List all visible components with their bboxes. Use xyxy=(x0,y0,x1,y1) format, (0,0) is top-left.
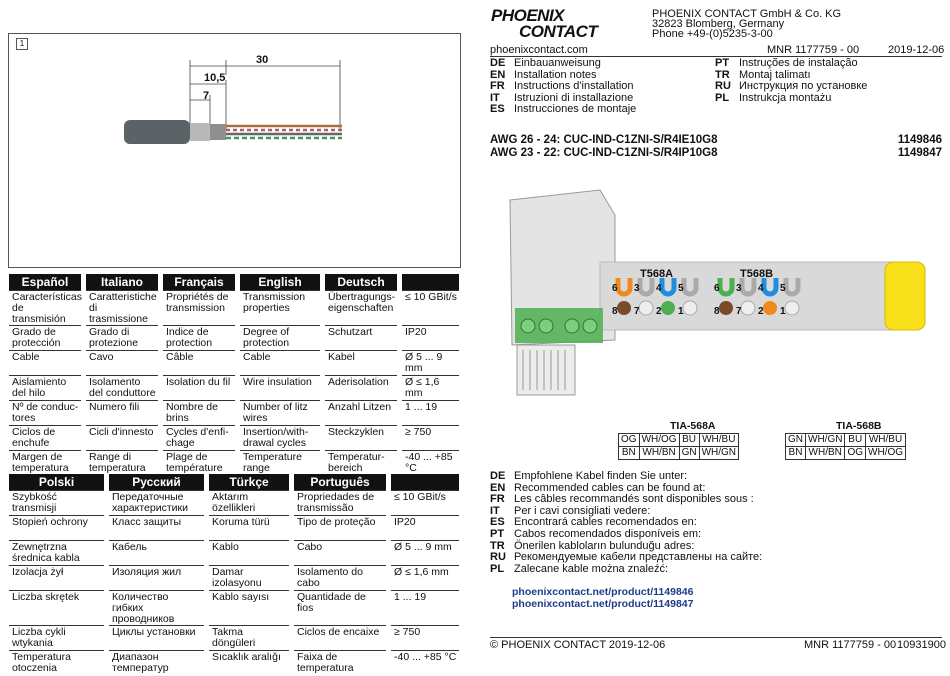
t568b-label: T568B xyxy=(740,268,774,280)
language-code: PL xyxy=(490,562,505,575)
language-code: PT xyxy=(715,57,730,69)
table-row xyxy=(9,541,459,566)
language-code: RU xyxy=(715,80,731,93)
t568a-label: T568A xyxy=(640,268,674,280)
spec-table-1 xyxy=(9,274,459,476)
table-row xyxy=(9,516,459,541)
language-title: Installation notes xyxy=(514,68,597,81)
language-code: IT xyxy=(490,504,500,517)
table-cell: Aislamiento del hilo xyxy=(9,376,81,401)
wire-color-cell: BN xyxy=(786,447,806,460)
table-cell: Количество гибких проводников xyxy=(109,591,204,626)
table-cell: Kablo xyxy=(209,541,289,566)
table-cell: Izolacja żył xyxy=(9,566,104,591)
table-row xyxy=(9,651,459,676)
table-cell: Ciclos de encaixe xyxy=(294,626,386,651)
table-cell: IP20 xyxy=(391,516,459,541)
pin-number: 3 xyxy=(634,283,640,294)
tia568b-title: TIA-568B xyxy=(836,420,882,432)
logo-line-2: CONTACT xyxy=(519,22,598,41)
language-title: Инструкция по установке xyxy=(739,80,868,93)
table-cell: Isolamento del conduttore xyxy=(86,376,158,401)
pin-numbers-a xyxy=(612,283,700,317)
table-row xyxy=(619,434,739,447)
table-cell: Cycles d'enfi-chage xyxy=(163,426,235,451)
table-cell: ≤ 10 GBit/s xyxy=(391,491,459,516)
dim-mid-label: 10,5 xyxy=(204,72,226,84)
header-mnr: MNR 1177759 - 00 xyxy=(767,44,860,56)
table-cell: Grado di protezione xyxy=(86,326,158,351)
table-cell: Класс защиты xyxy=(109,516,204,541)
pin-number: 2 xyxy=(656,306,662,317)
wire-color-cell: GN xyxy=(679,447,699,460)
table-cell: Ø 5 ... 9 mm xyxy=(391,541,459,566)
table-cell: 1 ... 19 xyxy=(391,591,459,626)
table-cell: Liczba skrętek xyxy=(9,591,104,626)
table-cell: Temperature range xyxy=(240,451,320,476)
note-text: Recommended cables can be found at: xyxy=(514,481,706,494)
pin-number: 7 xyxy=(634,306,640,317)
footer-docnum: 10931900 xyxy=(897,639,946,651)
table-cell: Aderisolation xyxy=(325,376,397,401)
table-cell: Margen de temperatura xyxy=(9,451,81,476)
table-row xyxy=(9,426,459,451)
table-cell: Cicli d'innesto xyxy=(86,426,158,451)
table-cell: Características de transmisión xyxy=(9,291,81,326)
table-cell: Tipo de proteção xyxy=(294,516,386,541)
wire-color-cell: OG xyxy=(845,447,866,460)
table-cell: 1 ... 19 xyxy=(402,401,459,426)
wire-color-cell: GN xyxy=(786,434,806,447)
table-cell: Nombre de brins xyxy=(163,401,235,426)
table-row xyxy=(9,566,459,591)
table-cell: Isolation du fil xyxy=(163,376,235,401)
note-text: Les câbles recommandés sont disponibles sous : xyxy=(514,493,754,506)
language-code: FR xyxy=(490,493,505,506)
table-cell: Range di temperatura xyxy=(86,451,158,476)
table-cell: Indice de protection xyxy=(163,326,235,351)
pin-number: 4 xyxy=(656,283,662,294)
product-links xyxy=(512,586,693,610)
website: phoenixcontact.com xyxy=(490,44,588,56)
pin-number: 2 xyxy=(758,306,764,317)
table-cell: Ciclos de enchufe xyxy=(9,426,81,451)
language-header: Deutsch xyxy=(325,274,397,291)
tia568a-table xyxy=(618,433,739,460)
language-item xyxy=(715,93,867,105)
language-code: TR xyxy=(490,539,505,552)
language-code: PT xyxy=(490,527,505,540)
table-cell: Ø ≤ 1,6 mm xyxy=(391,566,459,591)
pin-number: 6 xyxy=(612,283,618,294)
table-cell: Szybkość transmisji xyxy=(9,491,104,516)
table-cell: IP20 xyxy=(402,326,459,351)
pin-number: 1 xyxy=(678,306,684,317)
wire-color-cell: WH/BN xyxy=(639,447,679,460)
logo-line-1: PHOENIX xyxy=(491,6,565,25)
pin-number: 8 xyxy=(612,306,618,317)
table-cell: Ø 5 ... 9 mm xyxy=(402,351,459,376)
language-title: Montaj talimatı xyxy=(739,68,811,81)
table-cell: Steckzyklen xyxy=(325,426,397,451)
table-cell: Kabel xyxy=(325,351,397,376)
product-link[interactable]: phoenixcontact.net/product/1149846 xyxy=(512,586,694,598)
table-row xyxy=(786,434,906,447)
product-row xyxy=(490,147,942,160)
table-cell: Insertion/with-drawal cycles xyxy=(240,426,320,451)
table-cell: Cable xyxy=(240,351,320,376)
table-cell: Übertragungs-eigenschaften xyxy=(325,291,397,326)
table-cell: ≤ 10 GBit/s xyxy=(402,291,459,326)
note-text: Önerilen kabloların bulunduğu adres: xyxy=(514,539,695,552)
pin-number: 4 xyxy=(758,283,764,294)
language-code: DE xyxy=(490,470,506,482)
table-cell: Aktarım özellikleri xyxy=(209,491,289,516)
table-cell: Degree of protection xyxy=(240,326,320,351)
table-cell: Cable xyxy=(9,351,81,376)
table-row xyxy=(9,401,459,426)
language-code: IT xyxy=(490,91,500,104)
table-cell: Anzahl Litzen xyxy=(325,401,397,426)
product-number: 1149847 xyxy=(897,147,942,159)
spec-table-1-header xyxy=(9,274,459,291)
spec-table-2 xyxy=(9,474,459,676)
language-list-right xyxy=(715,58,867,104)
table-row xyxy=(9,626,459,651)
note-text: Empfohlene Kabel finden Sie unter: xyxy=(514,470,688,482)
product-list xyxy=(490,134,942,160)
table-cell: -40 ... +85 °C xyxy=(391,651,459,676)
table-cell: Кабель xyxy=(109,541,204,566)
table-cell: Циклы установки xyxy=(109,626,204,651)
table-cell: Caratteristiche di trasmissione xyxy=(86,291,158,326)
table-cell: Isolamento do cabo xyxy=(294,566,386,591)
table-row xyxy=(9,491,459,516)
table-cell: Sıcaklık aralığı xyxy=(209,651,289,676)
language-code: TR xyxy=(715,68,730,81)
language-title: Istruzioni di installazione xyxy=(514,91,634,104)
table-cell: ≥ 750 xyxy=(391,626,459,651)
table-cell: Faixa de temperatura xyxy=(294,651,386,676)
header-date: 2019-12-06 xyxy=(888,44,945,56)
dim-total-label: 30 xyxy=(256,54,269,66)
language-title: Instructions d'installation xyxy=(514,80,634,93)
note-text: Рекомендуемые кабели представлены на сайте: xyxy=(514,551,763,564)
wire-color-cell: WH/GN xyxy=(806,434,845,447)
wire-color-cell: OG xyxy=(619,434,640,447)
pin-number: 6 xyxy=(714,283,720,294)
note-text: Encontrará cables recomendados en: xyxy=(514,516,697,529)
language-title: Instrukcja montażu xyxy=(739,91,832,104)
table-cell: Number of litz wires xyxy=(240,401,320,426)
pin-number: 5 xyxy=(780,283,786,294)
footer-mnr: MNR 1177759 - 00 xyxy=(804,639,897,651)
pin-number: 8 xyxy=(714,306,720,317)
phoenix-contact-logo xyxy=(491,8,607,40)
wire-color-cell: BU xyxy=(679,434,699,447)
wire-color-cell: WH/OG xyxy=(639,434,679,447)
language-list-left xyxy=(490,58,636,116)
table-cell: Temperatura otoczenia xyxy=(9,651,104,676)
figure-number: 1 xyxy=(16,38,28,50)
footer-divider xyxy=(490,637,942,638)
language-title: Einbauanweisung xyxy=(514,57,601,69)
company-address: 32823 Blomberg, Germany xyxy=(652,18,785,30)
note-text: Per i cavi consigliati vedere: xyxy=(514,504,651,517)
company-name: PHOENIX CONTACT GmbH & Co. KG xyxy=(652,8,842,20)
language-header: Русский xyxy=(109,474,204,491)
table-cell: Quantidade de fios xyxy=(294,591,386,626)
table-cell: Передаточные характеристики xyxy=(109,491,204,516)
table-row xyxy=(9,591,459,626)
pin-number: 1 xyxy=(780,306,786,317)
table-cell: Propriétés de transmission xyxy=(163,291,235,326)
tia568b-table xyxy=(785,433,906,460)
table-cell: Grado de protección xyxy=(9,326,81,351)
table-cell: Ø ≤ 1,6 mm xyxy=(402,376,459,401)
language-code: ES xyxy=(490,103,505,116)
language-title: Instruções de instalação xyxy=(739,57,858,69)
table-row xyxy=(9,291,459,326)
table-cell: -40 ... +85 °C xyxy=(402,451,459,476)
wire-color-cell: WH/GN xyxy=(699,447,738,460)
table-cell: Câble xyxy=(163,351,235,376)
language-header: Polski xyxy=(9,474,104,491)
company-phone: Phone +49-(0)5235-3-00 xyxy=(652,28,773,40)
table-cell: Liczba cykli wtykania xyxy=(9,626,104,651)
product-link[interactable]: phoenixcontact.net/product/1149847 xyxy=(512,598,694,610)
language-header: English xyxy=(240,274,320,291)
language-code: EN xyxy=(490,68,506,81)
table-cell: Takma döngüleri xyxy=(209,626,289,651)
footer-copyright: © PHOENIX CONTACT 2019-12-06 xyxy=(490,639,666,651)
language-header: Português xyxy=(294,474,386,491)
value-header xyxy=(391,474,459,491)
note-text: Cabos recomendados disponíveis em: xyxy=(514,527,702,540)
table-cell: Stopień ochrony xyxy=(9,516,104,541)
language-header: Italiano xyxy=(86,274,158,291)
table-cell: Cavo xyxy=(86,351,158,376)
table-row xyxy=(619,447,739,460)
table-cell: Numero fili xyxy=(86,401,158,426)
cable-stripping-drawing xyxy=(110,50,370,170)
value-header xyxy=(402,274,459,291)
language-code: ES xyxy=(490,516,505,529)
table-row xyxy=(786,447,906,460)
table-row xyxy=(9,451,459,476)
table-cell: Propriedades de transmissão xyxy=(294,491,386,516)
table-cell: Изоляция жил xyxy=(109,566,204,591)
language-item xyxy=(490,104,636,116)
table-cell: Schutzart xyxy=(325,326,397,351)
wire-color-cell: WH/BU xyxy=(866,434,906,447)
language-code: EN xyxy=(490,481,506,494)
table-cell: Transmission properties xyxy=(240,291,320,326)
language-header: Español xyxy=(9,274,81,291)
wire-color-cell: BU xyxy=(845,434,866,447)
wire-color-cell: BN xyxy=(619,447,640,460)
product-name: AWG 23 - 22: CUC-IND-C1ZNI-S/R4IP10G8 xyxy=(490,147,718,159)
pin-number: 5 xyxy=(678,283,684,294)
language-code: PL xyxy=(715,91,730,104)
pin-number: 7 xyxy=(736,306,742,317)
dim-small-label: 7 xyxy=(203,90,210,102)
pin-number: 3 xyxy=(736,283,742,294)
language-header: Türkçe xyxy=(209,474,289,491)
product-number: 1149846 xyxy=(897,134,942,146)
table-cell: Damar izolasyonu xyxy=(209,566,289,591)
table-row xyxy=(9,376,459,401)
table-cell: Cabo xyxy=(294,541,386,566)
table-cell: Диапазон температур xyxy=(109,651,204,676)
pin-numbers-b xyxy=(714,283,802,317)
product-name: AWG 26 - 24: CUC-IND-C1ZNI-S/R4IE10G8 xyxy=(490,134,718,146)
table-cell: Koruma türü xyxy=(209,516,289,541)
table-cell: Nº de conduc-tores xyxy=(9,401,81,426)
table-row xyxy=(9,326,459,351)
cable-note xyxy=(490,564,762,576)
wire-color-cell: WH/OG xyxy=(866,447,906,460)
spec-table-2-header xyxy=(9,474,459,491)
table-cell: Zewnętrzna średnica kabla xyxy=(9,541,104,566)
product-row xyxy=(490,134,942,147)
language-code: RU xyxy=(490,551,506,564)
note-text: Zalecane kable można znaleźć: xyxy=(514,562,669,575)
wire-color-cell: WH/BN xyxy=(806,447,845,460)
language-code: DE xyxy=(490,57,506,69)
cable-notes-list xyxy=(490,471,762,575)
table-cell: Plage de température xyxy=(163,451,235,476)
table-cell: Kablo sayısı xyxy=(209,591,289,626)
wire-color-cell: WH/BU xyxy=(699,434,738,447)
table-cell: Wire insulation xyxy=(240,376,320,401)
table-cell: Temperatur-bereich xyxy=(325,451,397,476)
table-cell: ≥ 750 xyxy=(402,426,459,451)
table-row xyxy=(9,351,459,376)
language-header: Français xyxy=(163,274,235,291)
language-code: FR xyxy=(490,80,505,93)
language-title: Instrucciones de montaje xyxy=(514,103,637,116)
tia568a-title: TIA-568A xyxy=(670,420,716,432)
